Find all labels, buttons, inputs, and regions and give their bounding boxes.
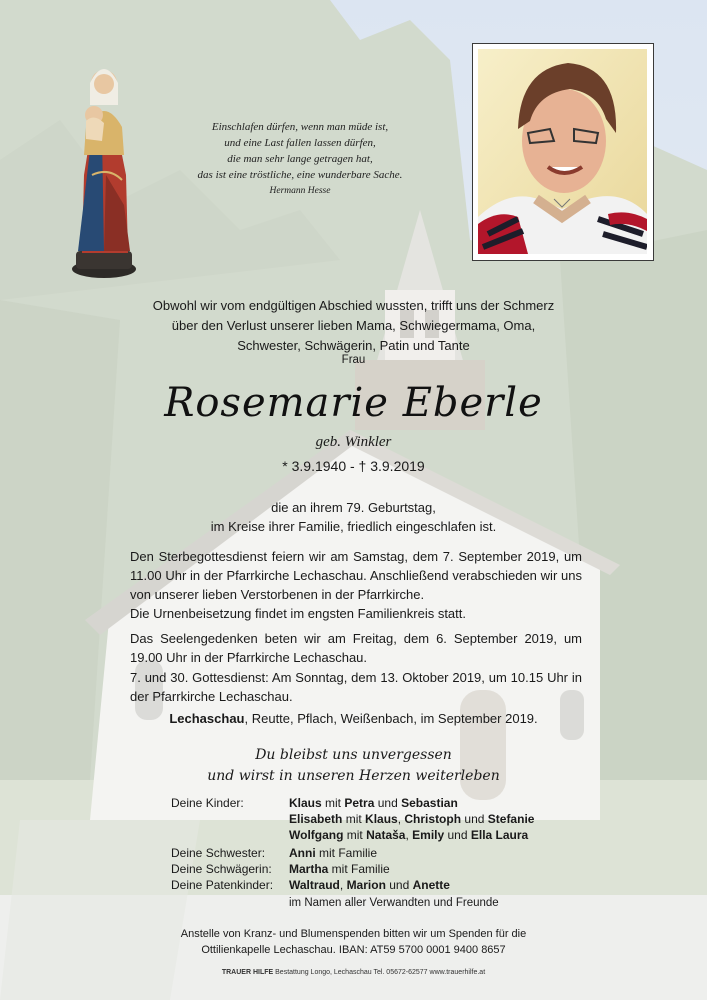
life-dates: * 3.9.1940 - † 3.9.2019 [282, 458, 425, 474]
place-date [0, 711, 707, 726]
label-godchildren: Deine Patenkinder: [171, 878, 274, 892]
quote-line: Einschlafen dürfen, wenn man müde ist, [211, 121, 389, 133]
godchildren-row: Waltraud, Marion und Anette [289, 878, 450, 892]
donation-line: Anstelle von Kranz- und Blumenspenden bitten wir um Spenden für die [180, 928, 527, 940]
place-name: Lechaschau [169, 711, 245, 726]
label-sister: Deine Schwester: [171, 846, 266, 860]
label-sister-in-law: Deine Schwägerin: [171, 862, 272, 876]
intro-line: Schwester, Schwägerin, Patin und Tante [237, 338, 470, 353]
quote-author: Hermann Hesse [269, 186, 331, 196]
death-note-line: die an ihrem 79. Geburtstag, [271, 500, 436, 515]
paragraph-masses: 7. und 30. Gottesdienst: Am Sonntag, dem 13. Oktober 2019, um 10.15 Uhr in der Pfarrkirche Lechaschau. [130, 670, 582, 704]
deceased-name: Rosemarie Eberle [164, 380, 543, 426]
child-family-row: Elisabeth mit Klaus, Christoph und Stefanie [289, 812, 535, 826]
donation-line: Ottilienkapelle Lechaschau. IBAN: AT59 5700 0001 9400 8657 [201, 944, 506, 956]
quote-line: und eine Last fallen lassen dürfen, [224, 137, 376, 149]
paragraph-funeral: Den Sterbegottesdienst feiern wir am Samstag, dem 7. September 2019, um 11.00 Uhr in der Pfarrkirche Lechaschau. Anschließend verabschieden wir uns von unserer lieben Verstorbenen in der Pfarrkirche. [130, 549, 582, 602]
child-family-row: Klaus mit Petra und Sebastian [289, 796, 458, 810]
quote-line: die man sehr lange getragen hat, [227, 153, 373, 165]
donation-note [0, 926, 707, 958]
family-closing: im Namen aller Verwandten und Freunde [289, 897, 499, 909]
sister-row: Anni mit Familie [289, 846, 378, 860]
intro-text [0, 296, 707, 356]
place-rest: , Reutte, Pflach, Weißenbach, im September 2019. [244, 711, 538, 726]
sister-in-law-row: Martha mit Familie [289, 862, 390, 876]
madonna-statue-image [64, 55, 144, 280]
portrait-photo [472, 43, 654, 261]
maiden-name: geb. Winkler [315, 434, 392, 450]
child-family-row: Wolfgang mit Nataša, Emily und Ella Laura [289, 828, 529, 842]
intro-line: über den Verlust unserer lieben Mama, Schwiegermama, Oma, [171, 318, 536, 333]
motto [0, 745, 707, 787]
label-children: Deine Kinder: [171, 796, 244, 810]
death-note-line: im Kreise ihrer Familie, friedlich eingeschlafen ist. [210, 519, 497, 534]
portrait-image [478, 49, 647, 254]
salutation: Frau [341, 354, 366, 366]
motto-line: und wirst in unseren Herzen weiterleben [207, 768, 500, 784]
footer-credit [0, 969, 707, 976]
paragraph-memorial: Das Seelengedenken beten wir am Freitag, dem 6. September 2019, um 19.00 Uhr in der Pfarrkirche Lechaschau. [130, 631, 582, 665]
intro-line: Obwohl wir vom endgültigen Abschied wussten, trifft uns der Schmerz [152, 298, 555, 313]
death-note [0, 498, 707, 536]
quote-block [170, 119, 430, 199]
paragraph-urn: Die Urnenbeisetzung findet im engsten Familienkreis statt. [130, 606, 466, 621]
motto-line: Du bleibst uns unvergessen [255, 747, 452, 763]
footer-brand: TRAUER HILFE [221, 969, 274, 976]
footer-text: Bestattung Longo, Lechaschau Tel. 05672-62577 www.trauerhilfe.at [273, 969, 486, 976]
quote-line: das ist eine tröstliche, eine wunderbare Sache. [197, 169, 403, 181]
